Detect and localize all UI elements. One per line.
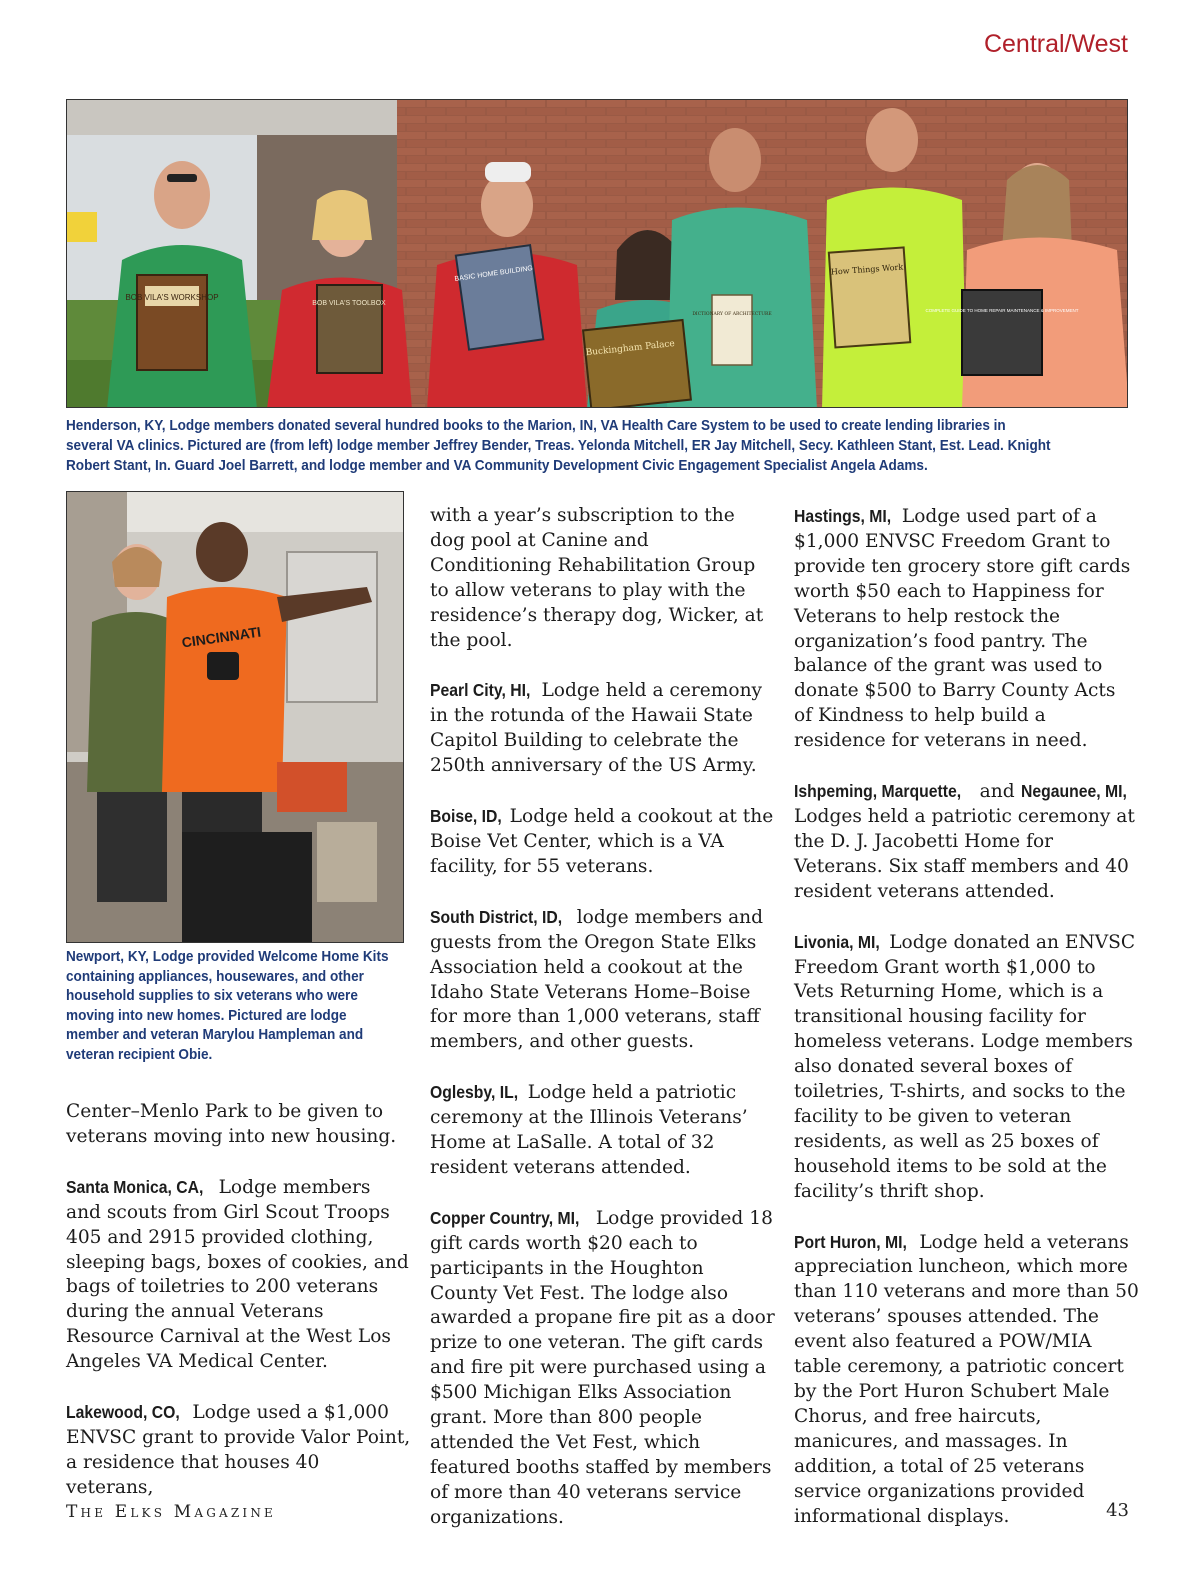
book-title: How Things Work (830, 262, 904, 277)
book-title: Buckingham Palace (585, 338, 676, 359)
article-paragraph (66, 1100, 411, 1150)
article-paragraph (430, 1080, 775, 1181)
shirt-text: CINCINNATI (180, 623, 262, 651)
column-1 (66, 1100, 411, 1526)
lodge-name: South District, ID, (430, 906, 563, 927)
lodge-name: Negaunee, MI, (1020, 781, 1127, 802)
paragraph-text: Lodge donated an ENVSC Freedom Grant worth $1,000 to Vets Returning Home, which is a transitional housing facility for homeless veterans. Lodge members also donated several boxes of toiletries, T-shirts, and socks to the facility to be given to veteran residents, as well as 25 boxes of household items to be sold at the facility’s thrift shop. (794, 931, 1136, 1202)
lodge-name: Oglesby, IL, (430, 1082, 519, 1103)
paragraph-text: Lodges held a patriotic ceremony at the D. J. Jacobetti Home for Veterans. Six staff members and 40 resident veterans attended. (794, 805, 1135, 902)
paragraph-text: Lodge members and scouts from Girl Scout Troops 405 and 2915 provided clothing, sleeping bags, boxes of cookies, and bags of toiletries to 200 veterans during the annual Veterans Resource Carnival at the West Los Angeles VA Medical Center. (66, 1176, 409, 1373)
magazine-name: The Elks Magazine (66, 1502, 276, 1522)
page-number: 43 (1106, 1500, 1129, 1521)
column-2 (430, 504, 775, 1556)
paragraph-text: Lodge held a patriotic ceremony at the Illinois Veterans’ Home at LaSalle. A total of 32 resident veterans attended. (430, 1082, 748, 1178)
article-paragraph (794, 1230, 1139, 1530)
article-paragraph (430, 1206, 775, 1531)
group-photo-henderson (66, 99, 1128, 408)
paragraph-text: Center–Menlo Park to be given to veterans moving into new housing. (66, 1101, 397, 1147)
paragraph-text: Lodge held a veterans appreciation luncheon, which more than 110 veterans and more than 50 veterans’ spouses attended. The event also featured a POW/MIA table ceremony, a patriotic concert by the Port Huron Schubert Male Chorus, and free haircuts, manicures, and massages. In addition, a total of 25 veterans service organizations provided informational displays. (794, 1231, 1139, 1527)
article-paragraph (430, 804, 775, 880)
paragraph-text: Lodge provided 18 gift cards worth $20 each to participants in the Houghton County Vet Fest. The lodge also awarded a propane fire pit as a door prize to one veteran. The gift cards and fire pit were purchased using a $500 Michigan Elks Association grant. More than 800 people attended the Vet Fest, which featured booths staffed by members of more than 40 veterans service organizations. (430, 1207, 775, 1528)
caption-lead: Henderson, KY, (66, 418, 166, 434)
paragraph-text: Lodge held a ceremony in the rotunda of the Hawaii State Capitol Building to celebrate the 250th anniversary of the US Army. (430, 680, 763, 777)
paragraph-text: lodge members and guests from the Oregon State Elks Association held a cookout at the Idaho State Veterans Home–Boise for more than 1,000 veterans, staff members, and other guests. (430, 906, 764, 1053)
lodge-name: Pearl City, HI, (430, 680, 531, 701)
lodge-name: Port Huron, MI, (794, 1231, 907, 1252)
caption-lead: Newport, KY, (66, 949, 149, 965)
paragraph-text: Lodge held a cookout at the Boise Vet Center, which is a VA facility, for 55 veterans. (430, 806, 774, 877)
lodge-name: Livonia, MI, (794, 931, 880, 952)
lodge-name: Lakewood, CO, (66, 1402, 180, 1423)
caption-text: Lodge provided Welcome Home Kits containing appliances, housewares, and other household supplies to six veterans who were moving into new homes. Pictured are lodge member and veteran Marylou Hampleman and veteran recipient Obie. (66, 949, 389, 1063)
lodge-name: Boise, ID, (430, 806, 502, 827)
article-paragraph (794, 930, 1139, 1205)
paragraph-text: Lodge used part of a $1,000 ENVSC Freedom Grant to provide ten grocery store gift cards worth $50 each to Happiness for Veterans to help restock the organization’s food pantry. The balance of the grant was used to donate $500 to Barry County Acts of Kindness to help build a residence for veterans in need. (794, 506, 1131, 752)
photo-newport (66, 491, 404, 943)
section-label: Central/West (983, 30, 1128, 58)
lodge-name: Hastings, MI, (794, 506, 892, 526)
paragraph-text: and (973, 781, 1021, 803)
lodge-name: Ishpeming, Marquette, (794, 781, 962, 802)
article-paragraph (794, 779, 1139, 905)
side-photo-caption (66, 948, 401, 1066)
top-photo-caption (66, 416, 1056, 476)
lodge-name: Santa Monica, CA, (66, 1176, 204, 1197)
paragraph-text: with a year’s subscription to the dog pool at Canine and Conditioning Rehabilitation Group to allow veterans to play with the residence’s therapy dog, Wicker, at the pool. (430, 505, 764, 651)
book-title: COMPLETE GUIDE TO HOME REPAIR MAINTENANCE & IMPROVEMENT (925, 308, 1079, 313)
column-3 (794, 504, 1139, 1554)
article-paragraph (66, 1400, 411, 1501)
article-paragraph (430, 504, 775, 653)
book-title: BASIC HOME BUILDING (454, 265, 534, 283)
book-title: DICTIONARY OF ARCHITECTURE (692, 312, 772, 317)
article-paragraph (794, 504, 1139, 754)
article-paragraph (430, 678, 775, 779)
book-title: BOB VILA'S WORKSHOP (125, 293, 219, 302)
book-title: BOB VILA'S TOOLBOX (312, 300, 386, 307)
article-paragraph (430, 905, 775, 1055)
article-paragraph (66, 1175, 411, 1375)
caption-text: Lodge members donated several hundred books to the Marion, IN, VA Health Care System to be used to create lending libraries in several VA clinics. Pictured are (from left) lodge member Jeffrey Bender, Treas. Yelonda Mitchell, ER Jay Mitchell, Secy. Kathleen Stant, Est. Lead. Knight Robert Stant, In. Guard Joel Barrett, and lodge member and VA Community Development Civic Engagement Specialist Angela Adams. (66, 418, 1051, 474)
paragraph-text: Lodge used a $1,000 ENVSC grant to provide Valor Point, a residence that houses 40 veterans, (66, 1402, 411, 1498)
lodge-name: Copper Country, MI, (430, 1207, 580, 1228)
